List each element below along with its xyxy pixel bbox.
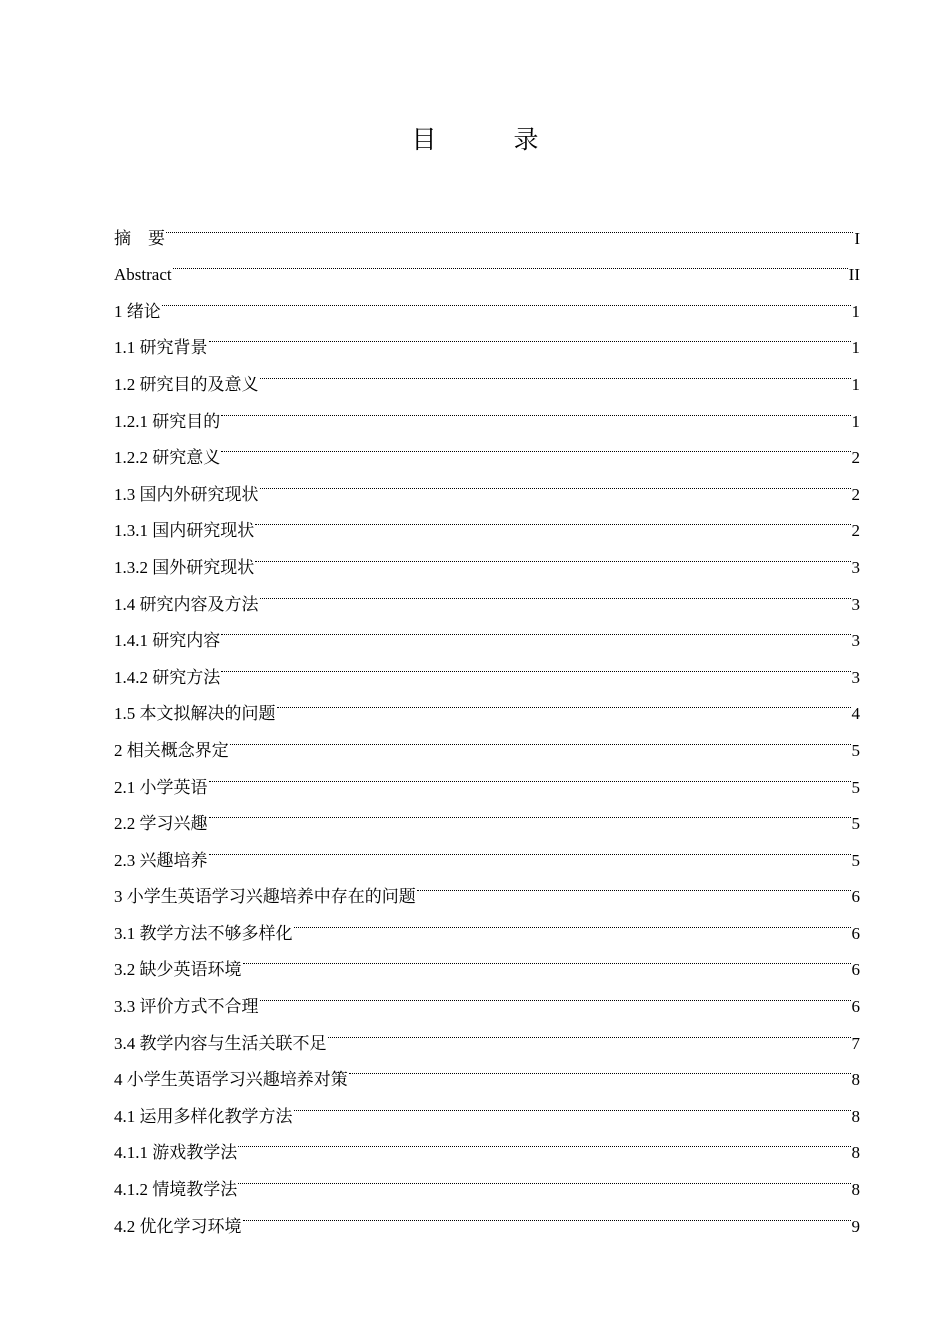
toc-entry-label: 摘 要 (114, 228, 165, 248)
toc-entry-page-number: 5 (851, 740, 860, 760)
toc-dot-leader (255, 536, 850, 573)
toc-entry[interactable] (114, 390, 860, 431)
toc-entry-page-number: 3 (851, 667, 860, 687)
toc-entry[interactable] (114, 610, 860, 651)
toc-entry-label: 1.5 本文拟解决的问题 (114, 704, 276, 724)
toc-entry-label: 2.1 小学英语 (114, 777, 208, 797)
toc-entry-label: Abstract (114, 265, 172, 285)
toc-entry-page-number: II (848, 265, 860, 285)
toc-dot-leader (260, 975, 851, 1012)
toc-dot-leader (238, 1122, 850, 1159)
toc-entry-page-number: 6 (851, 960, 860, 980)
toc-dot-leader (255, 500, 850, 537)
toc-entry-page-number: 1 (851, 374, 860, 394)
toc-entry-page-number: 8 (851, 1143, 860, 1163)
toc-dot-leader (243, 939, 851, 976)
toc-entry[interactable] (114, 793, 860, 834)
toc-entry-page-number: 8 (851, 1180, 860, 1200)
toc-entry[interactable] (114, 756, 860, 797)
toc-entry-page-number: 2 (851, 521, 860, 541)
toc-entry-label: 1.1 研究背景 (114, 338, 208, 358)
toc-entry-page-number: 5 (851, 814, 860, 834)
toc-entry-label: 1.4.2 研究方法 (114, 667, 221, 687)
toc-entry-page-number: 5 (851, 777, 860, 797)
toc-entry-page-number: 8 (851, 1106, 860, 1126)
toc-entry-page-number: 4 (851, 704, 860, 724)
toc-entry-page-number: 9 (851, 1216, 860, 1236)
toc-entry-label: 1 绪论 (114, 301, 161, 321)
toc-entry-label: 1.3 国内外研究现状 (114, 484, 259, 504)
toc-entry-page-number: I (854, 228, 860, 248)
toc-entry[interactable] (114, 317, 860, 358)
toc-entry-label: 3.3 评价方式不合理 (114, 997, 259, 1017)
toc-dot-leader (221, 610, 850, 647)
toc-dot-leader (166, 207, 853, 244)
toc-entry-page-number: 1 (851, 301, 860, 321)
toc-entry[interactable] (114, 244, 860, 285)
toc-entry-label: 4.1.1 游戏教学法 (114, 1143, 238, 1163)
toc-entry-label: 4.1 运用多样化教学方法 (114, 1106, 293, 1126)
toc-dot-leader (221, 427, 850, 464)
toc-entry[interactable] (114, 646, 860, 687)
toc-entry-page-number: 3 (851, 594, 860, 614)
toc-dot-leader (173, 244, 848, 281)
toc-entry-page-number: 7 (851, 1033, 860, 1053)
toc-entry-label: 1.3.2 国外研究现状 (114, 557, 255, 577)
toc-entry-page-number: 6 (851, 887, 860, 907)
toc-entry-page-number: 2 (851, 448, 860, 468)
toc-entry-page-number: 1 (851, 338, 860, 358)
toc-entry-label: 3.4 教学内容与生活关联不足 (114, 1033, 327, 1053)
toc-entry-label: 4.1.2 情境教学法 (114, 1180, 238, 1200)
toc-entry-label: 2.3 兴趣培养 (114, 850, 208, 870)
toc-entry-page-number: 6 (851, 923, 860, 943)
toc-entry-label: 2 相关概念界定 (114, 740, 229, 760)
toc-entry-page-number: 6 (851, 997, 860, 1017)
toc-entry[interactable] (114, 829, 860, 870)
toc-entry[interactable] (114, 207, 860, 248)
toc-entry-label: 4.2 优化学习环境 (114, 1216, 242, 1236)
toc-entry[interactable] (114, 463, 860, 504)
toc-entry-label: 3.1 教学方法不够多样化 (114, 923, 293, 943)
toc-entry-page-number: 2 (851, 484, 860, 504)
toc-dot-leader (221, 646, 850, 683)
toc-entry-label: 1.4.1 研究内容 (114, 631, 221, 651)
toc-dot-leader (162, 280, 851, 317)
toc-entry-page-number: 8 (851, 1070, 860, 1090)
toc-dot-leader (260, 353, 851, 390)
toc-dot-leader (209, 829, 851, 866)
toc-entry-label: 1.2 研究目的及意义 (114, 374, 259, 394)
toc-entry-label: 1.2.2 研究意义 (114, 448, 221, 468)
toc-dot-leader (260, 573, 851, 610)
toc-entry-label: 1.3.1 国内研究现状 (114, 521, 255, 541)
toc-entry-label: 4 小学生英语学习兴趣培养对策 (114, 1070, 348, 1090)
toc-dot-leader (328, 1012, 851, 1049)
toc-entry[interactable] (114, 866, 860, 907)
toc-dot-leader (238, 1158, 850, 1195)
toc-entry[interactable] (114, 683, 860, 724)
toc-dot-leader (349, 1049, 851, 1086)
toc-entry-label: 1.2.1 研究目的 (114, 411, 221, 431)
toc-dot-leader (417, 866, 851, 903)
toc-list (114, 207, 860, 1236)
toc-dot-leader (294, 902, 851, 939)
toc-dot-leader (277, 683, 851, 720)
toc-entry[interactable] (114, 353, 860, 394)
toc-entry[interactable] (114, 427, 860, 468)
toc-dot-leader (209, 317, 851, 354)
toc-dot-leader (260, 463, 851, 500)
toc-dot-leader (221, 390, 850, 427)
toc-dot-leader (230, 719, 851, 756)
toc-dot-leader (294, 1085, 851, 1122)
toc-entry-label: 3 小学生英语学习兴趣培养中存在的问题 (114, 887, 416, 907)
toc-entry-page-number: 3 (851, 631, 860, 651)
toc-dot-leader (209, 793, 851, 830)
toc-entry-page-number: 5 (851, 850, 860, 870)
toc-entry-page-number: 3 (851, 557, 860, 577)
toc-entry-label: 2.2 学习兴趣 (114, 814, 208, 834)
toc-dot-leader (243, 1195, 851, 1232)
toc-dot-leader (209, 756, 851, 793)
toc-entry-page-number: 1 (851, 411, 860, 431)
toc-title: 目 录 (411, 125, 565, 154)
toc-entry-label: 1.4 研究内容及方法 (114, 594, 259, 614)
toc-entry[interactable] (114, 280, 860, 321)
toc-entry-label: 3.2 缺少英语环境 (114, 960, 242, 980)
